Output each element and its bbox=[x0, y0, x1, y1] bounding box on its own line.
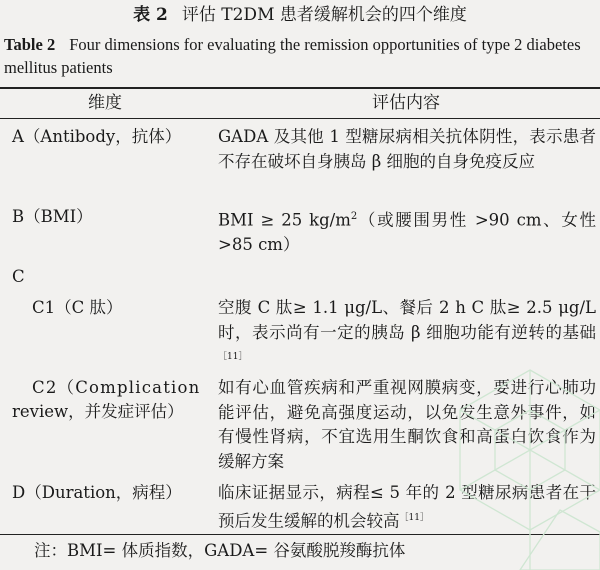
row-a-dimension: A（Antibody，抗体） bbox=[12, 127, 182, 146]
row-b-content-sup: 2 bbox=[350, 211, 358, 222]
row-b-dimension: B（BMI） bbox=[12, 207, 93, 226]
row-d-dimension: D（Duration，病程） bbox=[12, 483, 182, 502]
watermark-decoration bbox=[450, 360, 600, 570]
table-title-cn bbox=[0, 4, 600, 26]
table-caption-cn: 评估 T2DM 患者缓解机会的四个维度 bbox=[181, 5, 467, 25]
row-a-content: GADA 及其他 1 型糖尿病相关抗体阴性，表示患者不存在破坏自身胰岛 β 细胞的自身免疫反应 bbox=[218, 127, 596, 171]
header-dimension: 维度 bbox=[88, 93, 122, 113]
header-rule bbox=[0, 118, 600, 119]
header-content: 评估内容 bbox=[372, 93, 440, 113]
row-c-dimension: C bbox=[12, 267, 25, 286]
row-c1-content-text: 空腹 C 肽≥ 1.1 μg/L、餐后 2 h C 肽≥ 2.5 μg/L 时，表示尚有一定的胰岛 β 细胞功能有逆转的基础 bbox=[218, 298, 596, 342]
table-caption-en: Four dimensions for evaluating the remission opportunities of type 2 diabetes mellitus patients bbox=[4, 35, 581, 77]
row-c1-dimension: C1（C 肽） bbox=[32, 298, 123, 317]
table-number-cn: 表 2 bbox=[133, 5, 168, 25]
table-note: 注：BMI= 体质指数，GADA= 谷氨酸脱羧酶抗体 bbox=[34, 541, 406, 560]
row-c2-dimension-line2: review，并发症评估） bbox=[12, 402, 184, 421]
row-c2-dimension-line1: C2（Complication bbox=[32, 378, 201, 397]
row-b-content bbox=[218, 205, 596, 258]
row-b-content-post: （或腰围男性 >90 cm、女性 >85 cm） bbox=[218, 210, 596, 254]
top-rule bbox=[0, 87, 600, 89]
table-number-en: Table 2 bbox=[4, 35, 56, 54]
table-title-en bbox=[4, 33, 596, 79]
row-d-ref: ［11］ bbox=[399, 512, 429, 523]
row-c1-ref: ［11］ bbox=[218, 352, 248, 362]
row-d-content-text: 临床证据显示，病程≤ 5 年的 2 型糖尿病患者在干预后发生缓解的机会较高 bbox=[218, 483, 596, 530]
row-c2-content: 如有心血管疾病和严重视网膜病变，要进行心肺功能评估，避免高强度运动，以免发生意外事件，如有慢性肾病，不宜选用生酮饮食和高蛋白饮食作为缓解方案 bbox=[218, 378, 596, 471]
row-b-content-pre: BMI ≥ 25 kg/m bbox=[218, 210, 351, 230]
